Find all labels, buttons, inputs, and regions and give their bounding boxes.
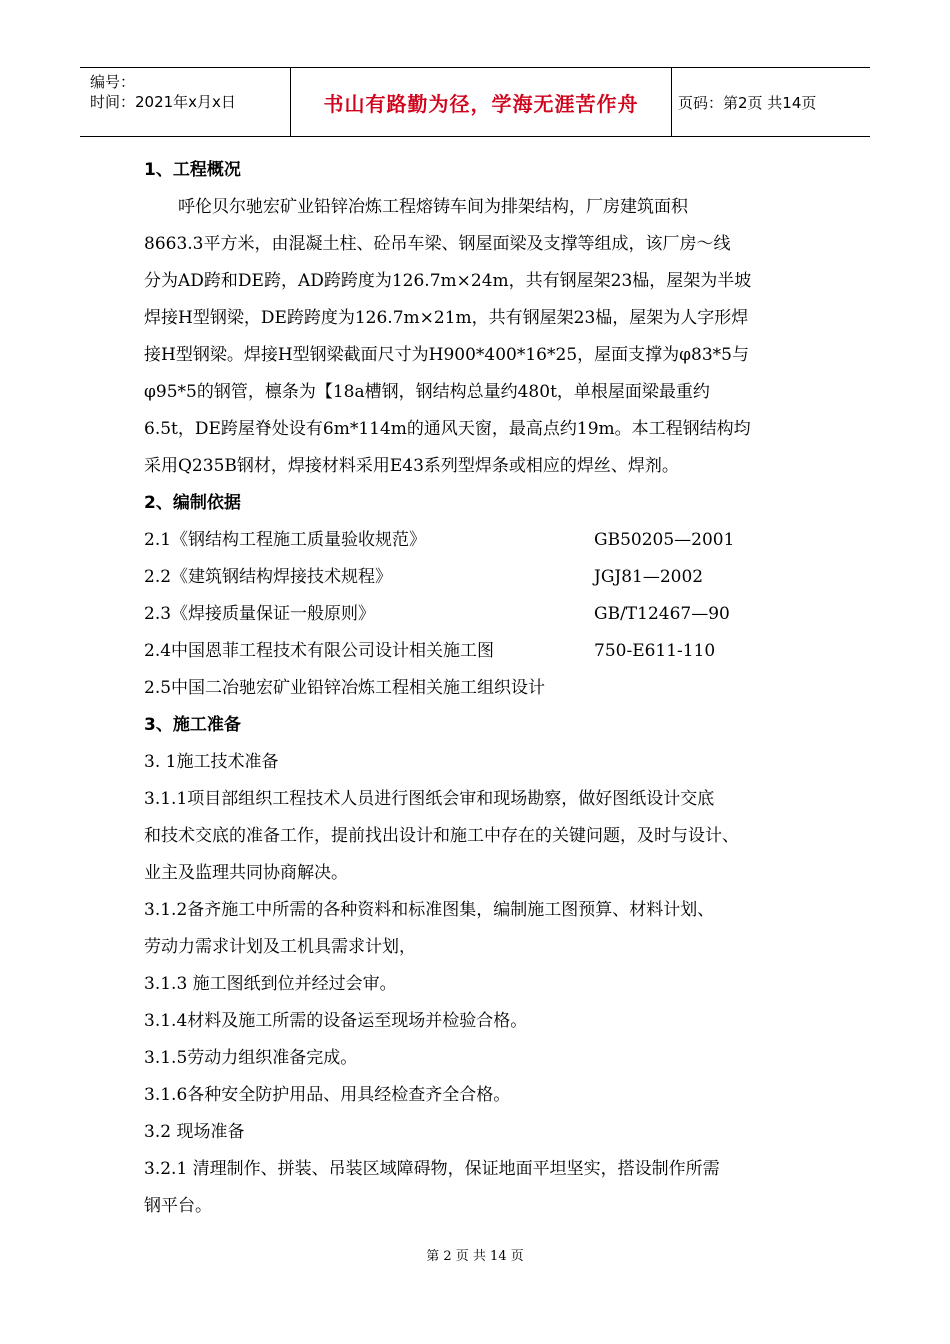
paragraph-line: 3.2 现场准备 [144,1122,245,1142]
paragraph-line: 3.1.5劳动力组织准备完成。 [144,1048,358,1068]
paragraph-line: 焊接H型钢梁，DE跨跨度为126.7m×21m，共有钢屋架23榀，屋架为人字形焊 [144,308,749,328]
reference-item [144,670,824,707]
paragraph-line: 分为AD跨和DE跨，AD跨跨度为126.7m×24m，共有钢屋架23榀，屋架为半坡 [144,271,752,291]
reference-item [144,559,824,596]
document-number-label: 编号： [90,73,136,91]
header-page-info: 页码：第2页 共14页 [678,93,817,112]
paragraph-line: 和技术交底的准备工作，提前找出设计和施工中存在的关键问题，及时与设计、 [144,826,739,846]
paragraph-line: 3.1.1项目部组织工程技术人员进行图纸会审和现场勘察，做好图纸设计交底 [144,789,715,809]
document-time-label: 时间：2021年x月x日 [90,93,236,111]
section-3-title: 3、施工准备 [144,715,241,735]
reference-title: 2.4中国恩菲工程技术有限公司设计相关施工图 [144,641,495,661]
reference-title: 2.3《焊接质量保证一般原则》 [144,604,376,624]
reference-code: GB/T12467—90 [594,604,730,624]
paragraph-line: 3.1.3 施工图纸到位并经过会审。 [144,974,397,994]
paragraph-line: 业主及监理共同协商解决。 [144,863,348,883]
reference-code: 750-E611-110 [594,641,716,661]
paragraph-line: 劳动力需求计划及工机具需求计划， [144,937,416,957]
reference-title: 2.5中国二冶驰宏矿业铅锌冶炼工程相关施工组织设计 [144,678,546,698]
reference-code: GB50205—2001 [594,530,735,550]
page-footer: 第 2 页 共 14 页 [426,1249,524,1264]
paragraph-line: 8663.3平方米，由混凝土柱、砼吊车梁、钢屋面梁及支撑等组成，该厂房～线 [144,234,731,254]
reference-item [144,633,824,670]
paragraph-line: 3. 1施工技术准备 [144,752,279,772]
header-motto: 书山有路勤为径，学海无涯苦作舟 [291,68,672,136]
reference-title: 2.1《钢结构工程施工质量验收规范》 [144,530,427,550]
section-2-title: 2、编制依据 [144,493,241,513]
paragraph-line: 6.5t，DE跨屋脊处设有6m*114m的通风天窗，最高点约19m。本工程钢结构均 [144,419,751,439]
document-body [144,152,824,1225]
section-1-title: 1、工程概况 [144,160,241,180]
header-left [80,68,291,136]
reference-item [144,596,824,633]
reference-title: 2.2《建筑钢结构焊接技术规程》 [144,567,393,587]
page-header [80,67,870,137]
paragraph-line: 呼伦贝尔驰宏矿业铅锌冶炼工程熔铸车间为排架结构，厂房建筑面积 [178,197,688,217]
paragraph-line: 3.1.4材料及施工所需的设备运至现场并检验合格。 [144,1011,528,1031]
reference-item [144,522,824,559]
reference-code: JGJ81—2002 [594,567,704,587]
paragraph-line: 3.2.1 清理制作、拼装、吊装区域障碍物，保证地面平坦坚实，搭设制作所需 [144,1159,720,1179]
paragraph-line: 3.1.2备齐施工中所需的各种资料和标准图集，编制施工图预算、材料计划、 [144,900,715,920]
paragraph-line: φ95*5的钢管，檩条为【18a槽钢，钢结构总量约480t，单根屋面梁最重约 [144,382,710,402]
paragraph-line: 采用Q235B钢材，焊接材料采用E43系列型焊条或相应的焊丝、焊剂。 [144,456,679,476]
paragraph-line: 钢平台。 [144,1196,212,1216]
paragraph-line: 3.1.6各种安全防护用品、用具经检查齐全合格。 [144,1085,511,1105]
paragraph-line: 接H型钢梁。焊接H型钢梁截面尺寸为H900*400*16*25，屋面支撑为φ83*5与 [144,345,749,365]
